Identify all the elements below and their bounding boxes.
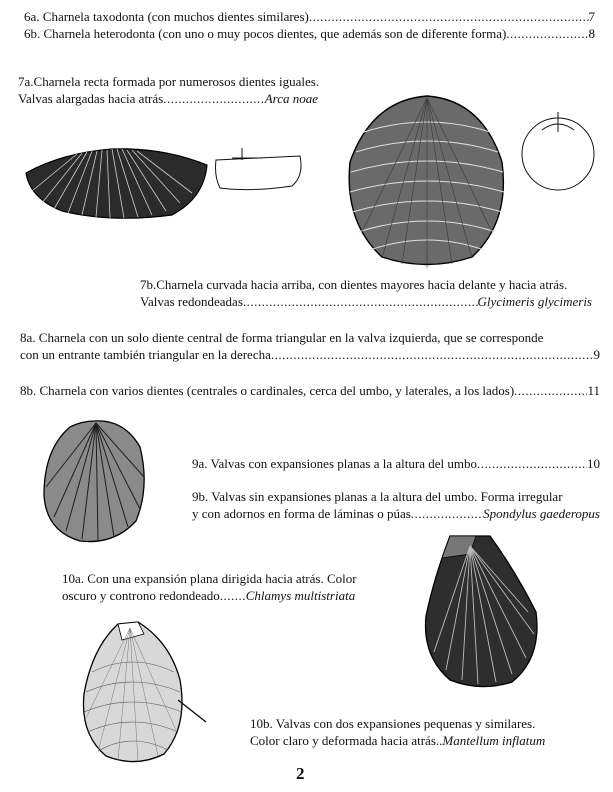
key-9a xyxy=(192,456,600,472)
key-7a-species: Arca noae xyxy=(264,91,318,106)
key-10b-line2 xyxy=(250,733,545,749)
key-10b-line1: 10b. Valvas con dos expansiones pequenas y similares. xyxy=(250,716,536,731)
key-9b-species: Spondylus gaederopus xyxy=(483,506,600,521)
key-7a-line2 xyxy=(18,91,318,107)
key-6b-lead: 8 xyxy=(588,26,595,41)
key-8a-lead: 9 xyxy=(593,347,600,362)
glycimeris-outline-diagram xyxy=(518,110,598,192)
key-10a-species: Chlamys multistriata xyxy=(245,588,356,603)
key-10a-line1: 10a. Con una expansión plana dirigida hacia atrás. Color xyxy=(62,571,357,586)
key-10b-text: Color claro y deformada hacia atrás.. xyxy=(250,733,443,748)
key-7b-text: Valvas redondeadas xyxy=(140,294,243,309)
key-9a-text: 9a. Valvas con expansiones planas a la altura del umbo xyxy=(192,456,477,471)
key-6b xyxy=(24,26,595,42)
key-9b-line2 xyxy=(192,506,600,522)
key-10a-text: oscuro y controno redondeado xyxy=(62,588,220,603)
glycimeris-shell-illustration xyxy=(342,92,512,272)
key-7b-line1: 7b.Charnela curvada hacia arriba, con dientes mayores hacia delante y hacia atrás. xyxy=(140,277,568,292)
key-6a-text: 6a. Charnela taxodonta (con muchos dientes similares) xyxy=(24,9,309,24)
key-6a-lead: 7 xyxy=(588,9,595,24)
key-10b-species: Mantellum inflatum xyxy=(442,733,546,748)
key-7a-line1: 7a.Charnela recta formada por numerosos dientes iguales. xyxy=(18,74,320,89)
key-8b xyxy=(20,383,600,399)
key-7a-text: Valvas alargadas hacia atrás xyxy=(18,91,164,106)
spondylus-shell-illustration xyxy=(40,417,148,545)
key-7b-species: Glycimeris glycimeris xyxy=(477,294,592,309)
arca-noae-shell-illustration xyxy=(22,143,212,223)
key-7b-line2 xyxy=(140,294,592,310)
key-6a xyxy=(24,9,595,25)
mantellum-shell-illustration xyxy=(78,618,208,768)
page-number: 2 xyxy=(296,764,305,783)
arca-noae-outline-diagram xyxy=(212,146,304,194)
key-8a-line2 xyxy=(20,347,600,363)
key-9b-text: y con adornos en forma de láminas o púas xyxy=(192,506,411,521)
key-6b-text: 6b. Charnela heterodonta (con uno o muy pocos dientes, que además son de diferente forma) xyxy=(24,26,507,41)
key-8b-lead: 11 xyxy=(587,383,600,398)
key-8b-text: 8b. Charnela con varios dientes (centrales o cardinales, cerca del umbo, y laterales, a los lados) xyxy=(20,383,515,398)
key-9a-lead: 10 xyxy=(587,456,600,471)
key-9b-line1: 9b. Valvas sin expansiones planas a la altura del umbo. Forma irregular xyxy=(192,489,563,504)
key-8a-line1: 8a. Charnela con un solo diente central de forma triangular en la valva izquierda, que se corresponde xyxy=(20,330,544,345)
chlamys-shell-illustration xyxy=(420,532,544,692)
key-8a-text: con un entrante también triangular en la derecha xyxy=(20,347,271,362)
key-10a-line2 xyxy=(62,588,394,604)
